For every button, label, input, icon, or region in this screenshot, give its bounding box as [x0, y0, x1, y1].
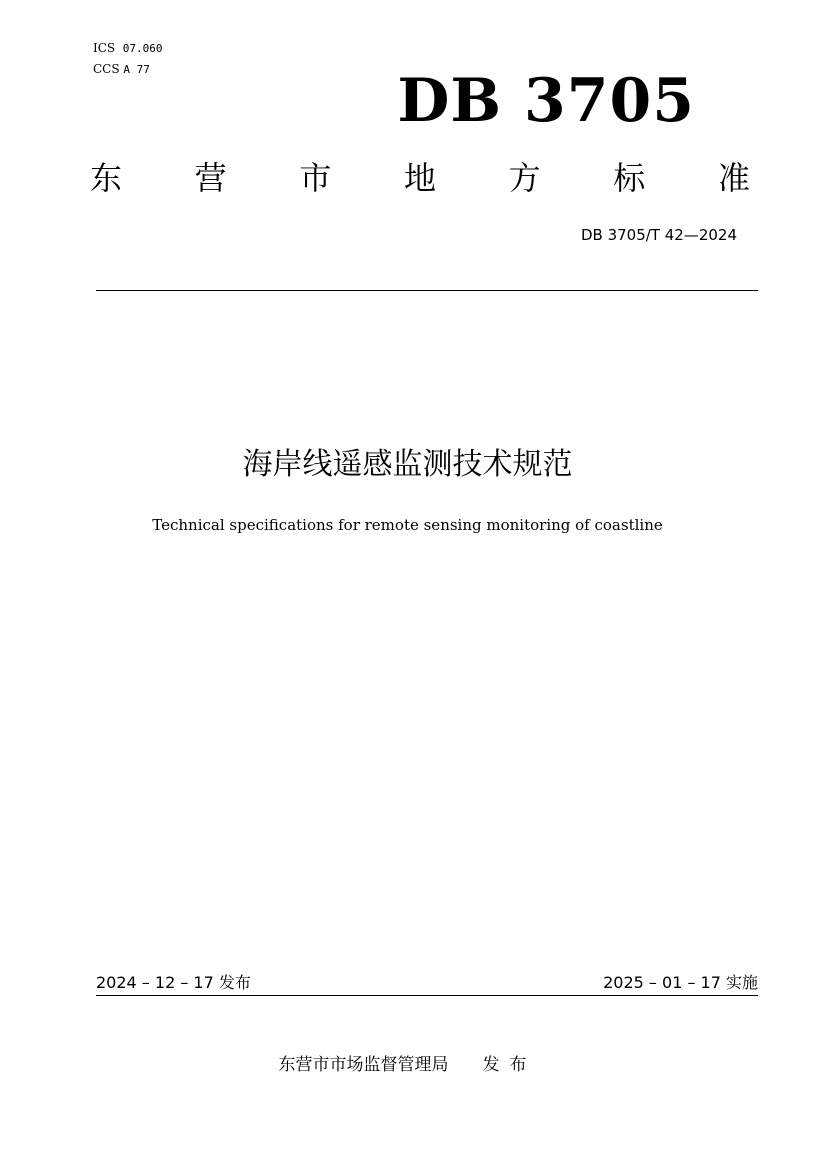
standard-kind-char: 地	[403, 159, 436, 197]
standard-number: DB 3705/T 42—2024	[580, 226, 737, 244]
document-title-chinese: 海岸线遥感监测技术规范	[242, 447, 573, 482]
standard-kind-char: 标	[613, 159, 646, 197]
standard-kind-char: 营	[194, 159, 227, 197]
ics-label: ICS	[93, 41, 116, 55]
issuer-action: 发布	[482, 1055, 537, 1075]
standard-kind-char: 准	[717, 159, 750, 197]
ccs-label: CCS	[93, 62, 120, 76]
document-title-english: Technical specifications for remote sensing monitoring of coastline	[152, 516, 663, 534]
implementation-date: 2025 – 01 – 17 实施	[603, 973, 758, 992]
standard-kind-char: 市	[299, 159, 332, 197]
issuing-authority	[0, 1053, 815, 1077]
db-code: DB 3705	[397, 66, 695, 136]
standard-kind	[90, 156, 750, 200]
top-divider	[96, 290, 758, 291]
issue-date: 2024 – 12 – 17 发布	[96, 973, 251, 992]
standard-kind-char: 方	[508, 159, 541, 197]
bottom-divider	[96, 995, 758, 996]
ics-code: 07.060	[122, 42, 163, 55]
ccs-code: A 77	[123, 63, 150, 76]
standard-kind-char: 东	[90, 159, 123, 197]
issuer-name: 东营市市场监督管理局	[278, 1055, 449, 1075]
ccs-classification	[93, 61, 150, 78]
ics-classification	[93, 40, 163, 57]
